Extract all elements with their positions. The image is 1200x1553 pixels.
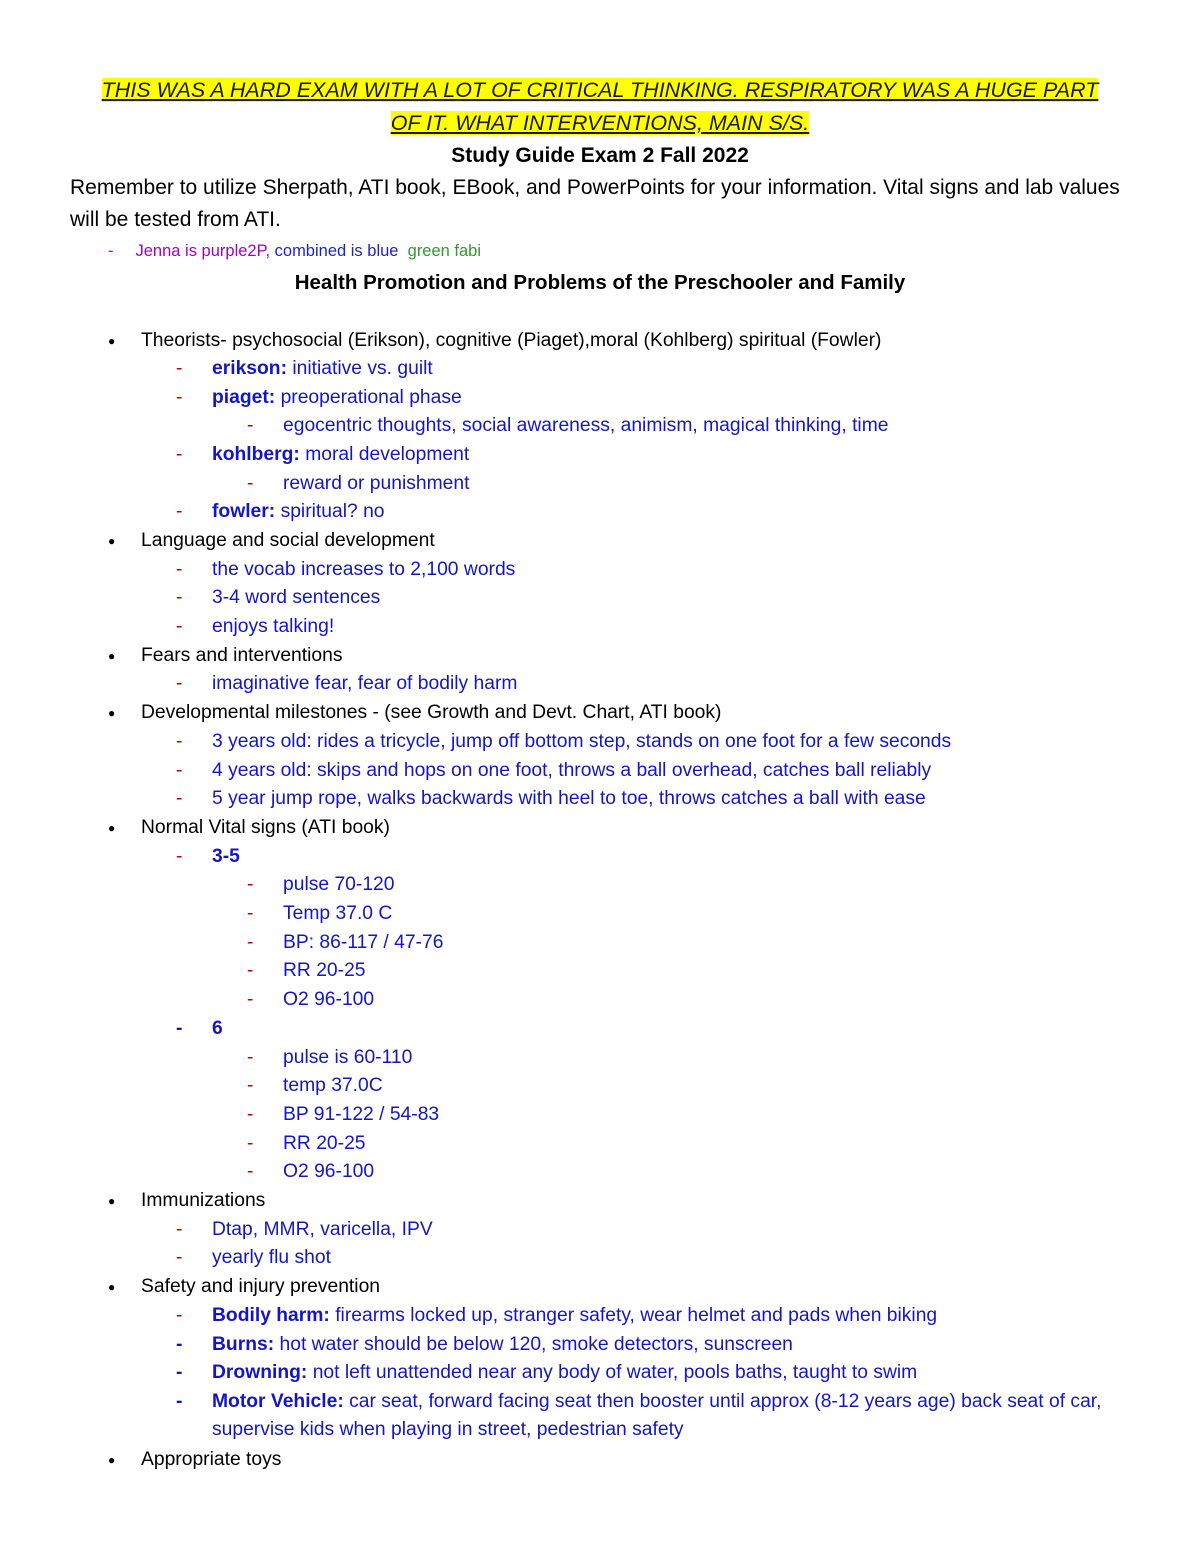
color-legend: [108, 239, 481, 263]
dash-icon: -: [247, 932, 254, 953]
dash-icon: -: [176, 501, 183, 522]
legend-green: green fabi: [407, 242, 482, 260]
dash-icon: -: [176, 1334, 183, 1355]
dash-icon: -: [247, 989, 254, 1010]
dash-icon: -: [176, 846, 183, 867]
legend-purple: Jenna is purple2P,: [135, 242, 271, 260]
dash-icon: -: [176, 1219, 183, 1240]
bullet-icon: ●: [108, 534, 116, 548]
dash-icon: -: [176, 788, 183, 809]
dash-icon: -: [247, 415, 254, 436]
page-title: Study Guide Exam 2 Fall 2022: [451, 144, 749, 167]
section-title: Health Promotion and Problems of the Preschooler and Family: [294, 271, 906, 294]
document-page: THIS WAS A HARD EXAM WITH A LOT OF CRITICAL THINKING. RESPIRATORY WAS A HUGE PART OF IT. WHAT INTERVENTIONS, MAIN S/S. Study Guide Exam 2 Fall 2022 Remember to utilize Sherpath, ATI book, EBook, and PowerPoints for your information. Vital signs and lab values will be tested from ATI. - Jenna is purple2P, combined is blue green fabi Health Promotion and Problems of the Preschooler and Family ● Theorists- psychosocial (Erikson), cognitive (Piaget),moral (Kohlberg) spiritual (Fowler) - erikson: initiative vs. guilt - piaget: preoperational phase - egocentric thoughts, social awareness, animism, magical thinking, time - kohlberg: moral development - reward or punishment - fowler: spiritual? no ● Language and social development - the vocab increases to 2,100 words - 3-4 word sentences - enjoys talking! ● Fears and interventions - imaginative fear, fear of bodily harm ● Developmental milestones - (see Growth and Devt. Chart, ATI book) - 3 years old: rides a tricycle, jump off bottom step, stands on one foot for a few seconds - 4 years old: skips and hops on one foot, throws a ball overhead, catches ball reliably - 5 year jump rope, walks backwards with heel to toe, throws catches a ball with ease ● Normal Vital signs (ATI book) - 3-5 - pulse 70-120 - Temp 37.0 C - BP: 86-117 / 47-76 - RR 20-25 - O2 96-100 - 6 - pulse is 60-110 - temp 37.0C - BP 91-122 / 54-83 - RR 20-25 - O2 96-100 ● Immunizations - Dtap, MMR, varicella, IPV - yearly flu shot ● Safety and injury prevention - Bodily harm: firearms locked up, stranger safety, wear helmet and pads when biking - Burns: hot water should be below 120, smoke detectors, sunscreen - Drowning: not left unattended near any body of water, pools baths, taught to swim - Motor Vehicle: car seat, forward facing seat then booster until approx (8-12 years age) back seat of car, supervise kids when playing in street, pedestrian safety ● Appropriate toys: [0, 0, 1200, 1553]
dash-icon: -: [176, 673, 183, 694]
bullet-icon: ●: [108, 649, 116, 663]
dash-icon: -: [247, 1047, 254, 1068]
dash-icon: -: [176, 1362, 183, 1383]
bullet-icon: ●: [108, 1194, 116, 1208]
bullet-icon: ●: [108, 334, 116, 348]
dash-icon: -: [247, 903, 254, 924]
dash-icon: -: [176, 760, 183, 781]
dash-icon: -: [247, 1161, 254, 1182]
dash-icon: -: [176, 559, 183, 580]
dash-icon: -: [176, 1305, 183, 1326]
banner-line-1: THIS WAS A HARD EXAM WITH A LOT OF CRITICAL THINKING. RESPIRATORY WAS A HUGE PART: [101, 78, 1099, 102]
bullet-icon: ●: [108, 706, 116, 720]
dash-icon: -: [176, 1247, 183, 1268]
exam-note-banner: [60, 74, 1140, 140]
dash-icon: -: [247, 1104, 254, 1125]
dash-icon: -: [176, 1391, 183, 1412]
dash-icon: -: [176, 616, 183, 637]
dash-icon: -: [176, 387, 183, 408]
legend-dash: -: [108, 242, 114, 260]
intro-paragraph: Remember to utilize Sherpath, ATI book, EBook, and PowerPoints for your information. Vital signs and lab values will be tested from ATI.: [70, 176, 1120, 231]
dash-icon: -: [176, 358, 183, 379]
dash-icon: -: [247, 473, 254, 494]
bullet-icon: ●: [108, 1453, 116, 1467]
dash-icon: -: [247, 874, 254, 895]
dash-icon: -: [247, 1133, 254, 1154]
dash-icon: -: [247, 1075, 254, 1096]
bullet-icon: ●: [108, 1280, 116, 1294]
dash-icon: -: [176, 1018, 183, 1039]
banner-line-2: OF IT. WHAT INTERVENTIONS, MAIN S/S.: [390, 111, 810, 135]
dash-icon: -: [176, 587, 183, 608]
legend-blue: combined is blue: [274, 242, 399, 260]
dash-icon: -: [176, 731, 183, 752]
bullet-icon: ●: [108, 821, 116, 835]
dash-icon: -: [247, 960, 254, 981]
dash-icon: -: [176, 444, 183, 465]
